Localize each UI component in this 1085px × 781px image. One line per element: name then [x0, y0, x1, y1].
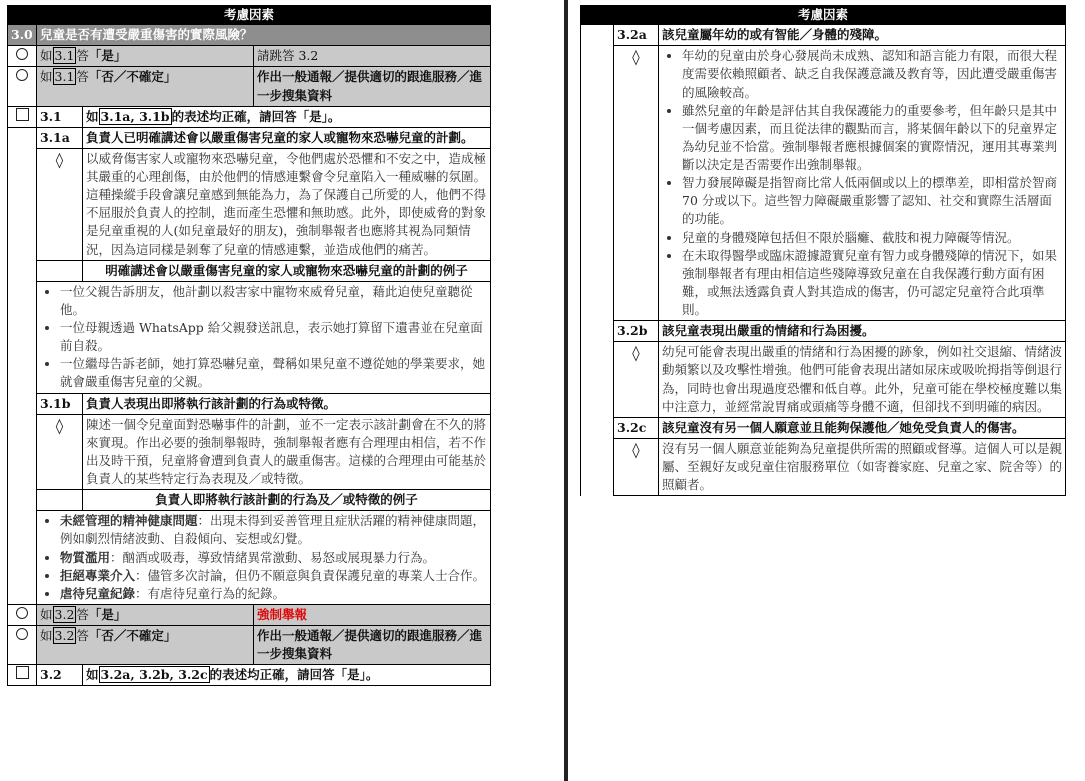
diamond-icon: ◊: [614, 342, 659, 418]
criterion-title: 負責人已明確講述會以嚴重傷害兒童的家人或寵物來恐嚇兒童的計劃。: [83, 127, 491, 148]
right-table: [580, 5, 1066, 496]
question-checkbox[interactable]: [8, 665, 37, 686]
criterion-number: 3.2a: [614, 25, 659, 46]
question-number: 3.1: [37, 106, 83, 127]
list-item: • 虐待兒童紀錄：有虐待兒童行為的紀錄。: [60, 585, 487, 603]
option-row: [8, 46, 491, 67]
examples-list: [37, 511, 491, 605]
list-item: • 未經管理的精神健康問題：出現未得到妥善管理且症狀活躍的精神健康問題，例如劇烈情緒波動、自殺傾向、妄想或幻覺。: [60, 512, 487, 548]
option-condition: 如 3.2 答「否／不確定」: [37, 626, 254, 665]
list-item: • 一位繼母告訴老師，她打算恐嚇兒童，聲稱如果兒童不遵從她的學業要求，她就會嚴重傷害兒童的父親。: [60, 355, 487, 391]
criterion-number: 3.1a: [37, 127, 83, 148]
criterion-title: 該兒童屬年幼的或有智能／身體的殘障。: [659, 25, 1066, 46]
list-item: • 年幼的兒童由於身心發展尚未成熟、認知和語言能力有限，而很大程度需要依賴照顧者、缺乏自我保護意識及教育等，因此遭受嚴重傷害的風險較高。: [682, 47, 1062, 101]
list-item: • 一位父親告訴朋友，他計劃以殺害家中寵物來威脅兒童，藉此迫使兒童聽從他。: [60, 283, 487, 319]
list-item: • 物質濫用：酗酒或吸毒，導致情緒異常激動、易怒或展現暴力行為。: [60, 549, 487, 567]
criterion-title: 負責人表現出即將執行該計劃的行為或特徵。: [83, 393, 491, 414]
option-condition: 如 3.2 答「是」: [37, 604, 254, 625]
criterion-number: 3.2c: [614, 417, 659, 438]
criterion-description-list: [659, 46, 1066, 321]
section-title: 兒童是否有遭受嚴重傷害的實際風險？: [37, 25, 491, 46]
option-radio[interactable]: [8, 67, 37, 106]
option-result: 請跳答 3.2: [254, 46, 491, 67]
circle-icon: [16, 48, 28, 60]
option-result: 作出一般通報／提供適切的跟進服務／進一步搜集資料: [254, 67, 491, 106]
header-title: 考慮因素: [8, 6, 491, 25]
option-radio[interactable]: [8, 46, 37, 67]
option-row: [8, 604, 491, 625]
list-item: • 雖然兒童的年齡是評估其自我保護能力的重要參考，但年齡只是其中一個考慮因素，而且從法律的觀點而言，將某個年齡以下的兒童界定為幼兒並不恰當。強制舉報者應根據個案的實際情況，運用其專業判斷以決定是否需要作出強制舉報。: [682, 102, 1062, 175]
circle-icon: [16, 69, 28, 81]
criterion-title: 該兒童沒有另一個人願意並且能夠保護他／她免受負責人的傷害。: [659, 417, 1066, 438]
criterion-number: 3.1b: [37, 393, 83, 414]
question-number: 3.2: [37, 665, 83, 686]
list-item: • 一位母親透過 WhatsApp 給父親發送訊息，表示她打算留下遺書並在兒童面前自殺。: [60, 319, 487, 355]
circle-icon: [16, 628, 28, 640]
page-divider: [564, 0, 568, 781]
option-radio[interactable]: [8, 604, 37, 625]
option-row: [8, 67, 491, 106]
diamond-icon: ◊: [614, 438, 659, 495]
question-text: 如 3.2a, 3.2b, 3.2c 的表述均正確，請回答「是」。: [83, 665, 491, 686]
section-number: 3.0: [8, 25, 37, 46]
criterion-title: 該兒童表現出嚴重的情緒和行為困擾。: [659, 321, 1066, 342]
option-radio[interactable]: [8, 626, 37, 665]
criterion-description: 沒有另一個人願意並能夠為兒童提供所需的照顧或督導。這個人可以是親屬、至親好友或兒童住宿服務單位（如寄養家庭、兒童之家、院舍等）的照顧者。: [659, 438, 1066, 495]
mandatory-report-result: 強制舉報: [254, 604, 491, 625]
left-page: [7, 5, 491, 686]
diamond-icon: ◊: [37, 148, 83, 260]
criterion-number: 3.2b: [614, 321, 659, 342]
criterion-description: 幼兒可能會表現出嚴重的情緒和行為困擾的跡象，例如社交退縮、情緒波動頻繁以及攻擊性增強。他們可能會表現出諸如尿床或吸吮拇指等倒退行為，同時也會出現過度恐懼和低自尊。此外，兒童可能在學校極度難以集中注意力，並經常說胃痛或頭痛等身體不適，但卻找不到明確的病因。: [659, 342, 1066, 418]
list-item: • 智力發展障礙是指智商比常人低兩個或以上的標準差，即相當於智商 70 分或以下。這些智力障礙嚴重影響了認知、社交和實際生活層面的功能。: [682, 174, 1062, 228]
criterion-description: 陳述一個令兒童面對恐嚇事件的計劃，並不一定表示該計劃會在不久的將來實現。作出必要的強制舉報時，強制舉報者應有合理理由相信，若不作出及時干預，兒童將會遭到負責人的嚴重傷害。這樣的合理理由可能基於負責人的某些特定行為表現及／或特徵。: [83, 414, 491, 490]
question-checkbox[interactable]: [8, 106, 37, 127]
question-text: 如 3.1a, 3.1b 的表述均正確，請回答「是」。: [83, 106, 491, 127]
criterion-description: 以威脅傷害家人或寵物來恐嚇兒童，令他們處於恐懼和不安之中，造成極其嚴重的心理創傷，由於他們的情感連繫會令兒童陷入一種威嚇的氛圍。這種操縱手段會讓兒童感到無能為力，為了保護自己所愛的人，他們不得不屈服於負責人的控制，進而產生恐懼和無助感。此外，即使威脅的對象是兒童重視的人(如兒童最好的朋友)，強制舉報者也應將其視為同類情況，因為這同樣是剝奪了兒童的情感連繫，並造成他們的痛苦。: [83, 148, 491, 260]
option-result: 作出一般通報／提供適切的跟進服務／進一步搜集資料: [254, 626, 491, 665]
header-title: 考慮因素: [581, 6, 1066, 25]
option-condition: 如 3.1 答「是」: [37, 46, 254, 67]
examples-title: 負責人即將執行該計劃的行為及／或特徵的例子: [83, 490, 491, 511]
left-table: [7, 5, 491, 686]
square-icon: [16, 666, 29, 679]
square-icon: [16, 108, 29, 121]
list-item: • 拒絕專業介入：儘管多次討論，但仍不願意與負責保護兒童的專業人士合作。: [60, 567, 487, 585]
option-condition: 如 3.1 答「否／不確定」: [37, 67, 254, 106]
diamond-icon: ◊: [614, 46, 659, 321]
list-item: • 在未取得醫學或臨床證據證實兒童有智力或身體殘障的情況下，如果強制舉報者有理由相信這些殘障導致兒童在自我保護行動方面有困難，或無法透露負責人對其造成的傷害，仍可認定兒童符合此項準則。: [682, 247, 1062, 320]
examples-title: 明確講述會以嚴重傷害兒童的家人或寵物來恐嚇兒童的計劃的例子: [83, 260, 491, 281]
option-row: [8, 626, 491, 665]
circle-icon: [16, 607, 28, 619]
examples-list: [37, 281, 491, 393]
list-item: • 兒童的身體殘障包括但不限於腦癱、截肢和視力障礙等情況。: [682, 229, 1062, 247]
right-page: [580, 5, 1066, 496]
diamond-icon: ◊: [37, 414, 83, 490]
